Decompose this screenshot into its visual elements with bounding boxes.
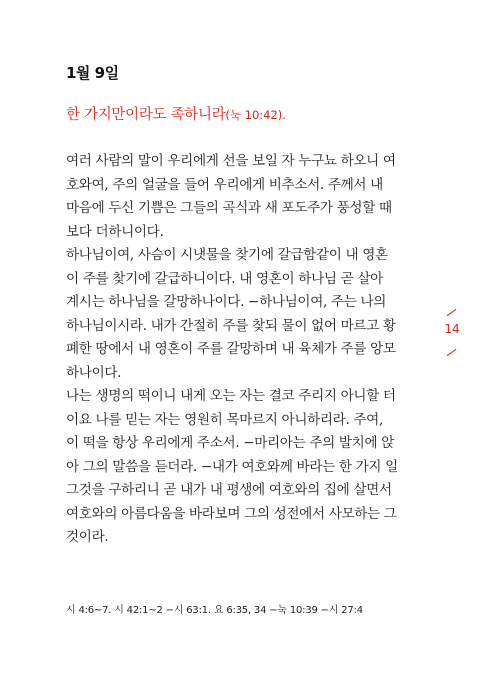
body-line: 이요 나를 믿는 자는 영원히 목마르지 아니하리라. 주여, xyxy=(66,411,383,428)
body-line: 여러 사람의 말이 우리에게 선을 보일 자 누구뇨 하오니 여 xyxy=(66,153,396,169)
page-date: 1월 9일 xyxy=(66,64,119,82)
slash-decoration xyxy=(447,309,457,316)
body-line: 폐한 땅에서 내 영혼이 주를 갈망하며 내 육체가 주를 앙모 xyxy=(66,341,396,357)
body-line: 하나이다. xyxy=(66,364,122,381)
subtitle-text: 한 가지만이라도 족하니라 xyxy=(66,107,226,123)
subtitle-reference: (눅 10:42). xyxy=(225,108,286,122)
page-number-marker xyxy=(442,308,466,368)
body-line: 여호와의 아름다움을 바라보며 그의 성전에서 사모하는 그 xyxy=(66,505,397,522)
body-line: 계시는 하나님을 갈망하나이다. −하나님이여, 주는 나의 xyxy=(66,294,387,310)
page-number: 14 xyxy=(444,322,460,336)
body-line: 하나님이시라. 내가 간절히 주를 찾되 물이 없어 마르고 황 xyxy=(66,317,396,334)
slash-decoration xyxy=(447,349,457,356)
body-line: 아 그의 말씀을 듣더라. −내가 여호와께 바라는 한 가지 일 xyxy=(66,458,398,475)
body-line: 그것을 구하리니 곧 내가 내 평생에 여호와의 집에 살면서 xyxy=(66,482,392,498)
body-line: 나는 생명의 떡이니 내게 오는 자는 결코 주리지 아니할 터 xyxy=(66,388,396,404)
scripture-references: 시 4:6~7. 시 42:1~2 −시 63:1. 요 6:35, 34 −눅 10:39 −시 27:4 xyxy=(66,605,363,616)
body-line: 이 주를 찾기에 갈급하니이다. 내 영혼이 하나님 곧 살아 xyxy=(66,270,383,287)
body-line: 것이라. xyxy=(66,529,109,545)
body-line: 호와여, 주의 얼굴을 들어 우리에게 비추소서. 주께서 내 xyxy=(66,176,383,193)
page-subtitle xyxy=(66,103,286,124)
body-line: 마음에 두신 기쁨은 그들의 곡식과 새 포도주가 풍성할 때 xyxy=(66,200,392,216)
body-line: 하나님이여, 사슴이 시냇물을 찾기에 갈급함같이 내 영혼 xyxy=(66,247,388,263)
body-text xyxy=(66,150,428,550)
body-line: 이 떡을 항상 우리에게 주소서. −마리아는 주의 발치에 앉 xyxy=(66,435,394,451)
body-line: 보다 더하니이다. xyxy=(66,223,164,240)
